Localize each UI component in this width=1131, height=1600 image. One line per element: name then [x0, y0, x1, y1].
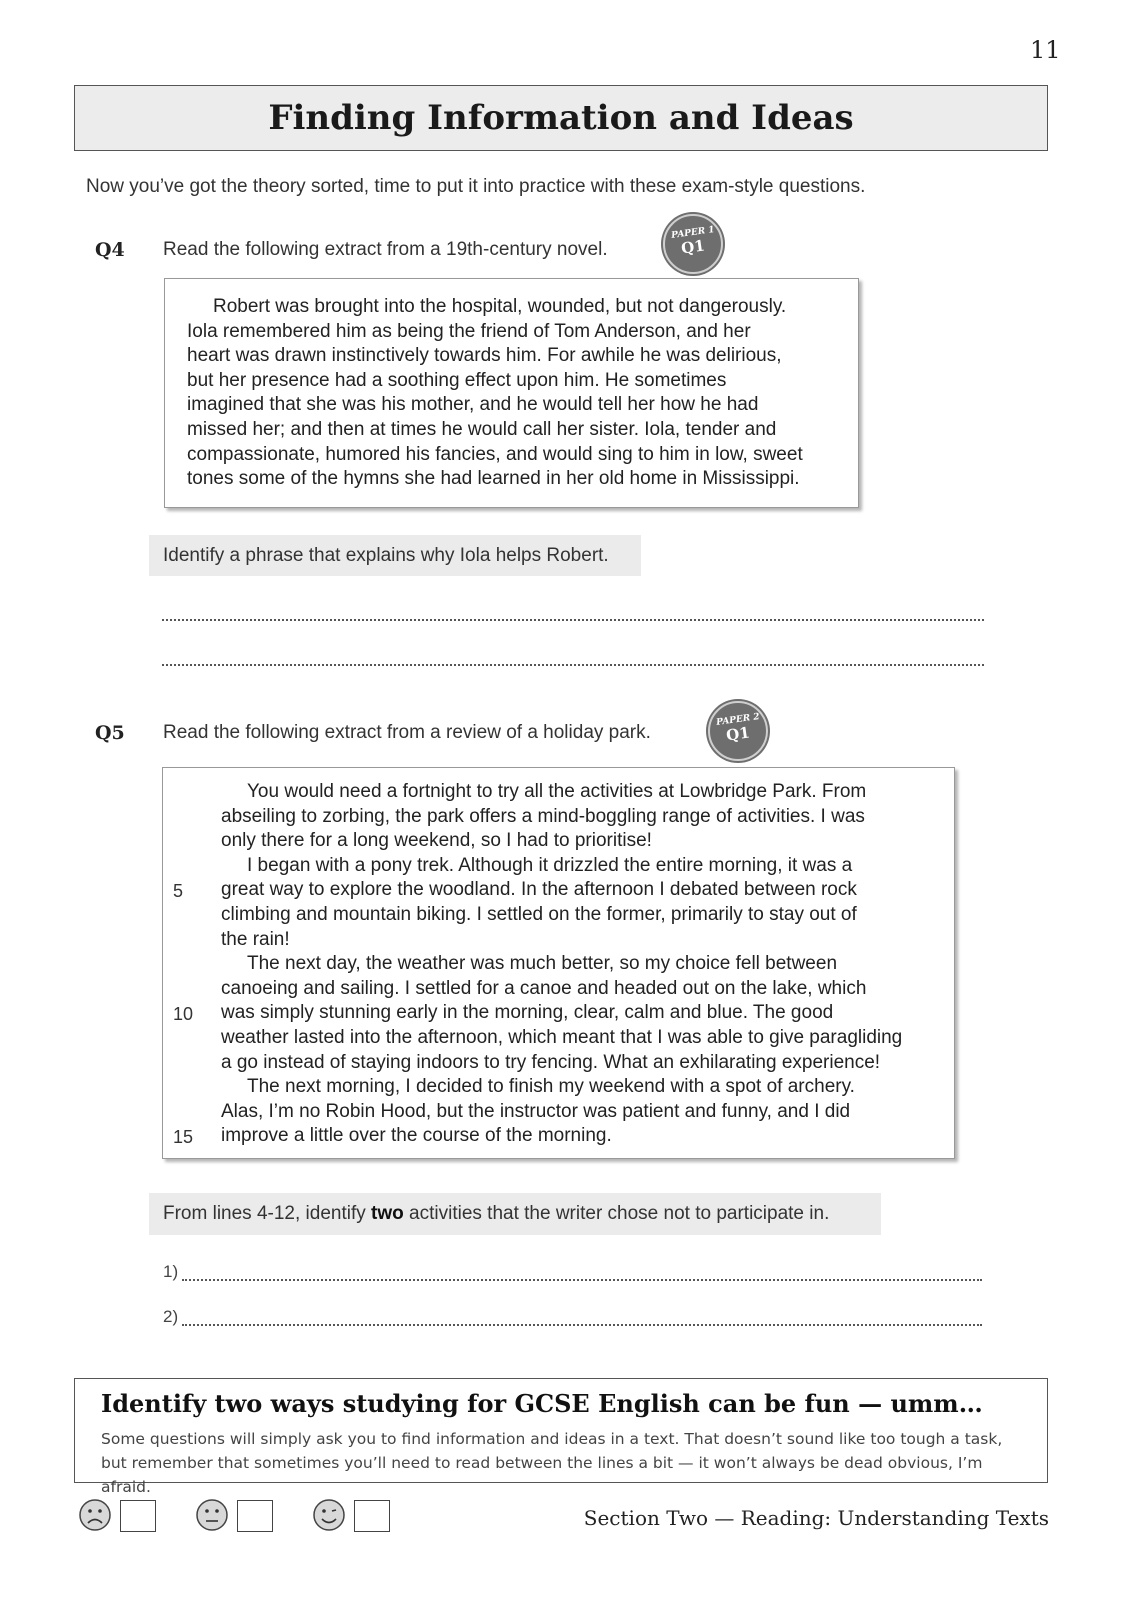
page-number: 11: [1030, 36, 1061, 64]
extract-line: compassionate, humored his fancies, and would sing to him in low, sweet: [187, 443, 803, 465]
answer-line[interactable]: [182, 1279, 982, 1281]
title-banner: [74, 85, 1048, 151]
q4-extract: [164, 278, 859, 508]
rating-checkbox[interactable]: [354, 1500, 390, 1532]
rating-checkbox[interactable]: [237, 1500, 273, 1532]
badge-question-label: Q1: [680, 236, 706, 258]
q5-number: Q5: [95, 722, 125, 744]
extract-line: great way to explore the woodland. In the afternoon I debated between rock: [221, 879, 857, 901]
extract-line: Iola remembered him as being the friend of Tom Anderson, and her: [187, 320, 751, 342]
badge-paper-label: PAPER 1: [670, 225, 716, 241]
extract-line: heart was drawn instinctively towards him. For awhile he was delirious,: [187, 345, 782, 367]
q4-task: Identify a phrase that explains why Iola helps Robert.: [149, 535, 641, 576]
rating-checkbox[interactable]: [120, 1500, 156, 1532]
paper2-badge: [708, 701, 768, 761]
badge-question-label: Q1: [725, 723, 751, 745]
task-text: From lines 4-12, identify: [163, 1203, 372, 1224]
extract-line: You would need a fortnight to try all the activities at Lowbridge Park. From: [247, 781, 867, 802]
extract-line: I began with a pony trek. Although it drizzled the entire morning, it was a: [247, 854, 853, 876]
section-footer: Section Two — Reading: Understanding Texts: [583, 1506, 1049, 1530]
line-number: 15: [173, 1127, 194, 1147]
extract-line: the rain!: [221, 928, 290, 950]
q5-task: [149, 1193, 881, 1235]
extract-line: weather lasted into the afternoon, which meant that I was able to give paragliding: [221, 1027, 903, 1048]
tip-body: [101, 1427, 1031, 1499]
extract-line: only there for a long weekend, so I had to prioritise!: [221, 830, 652, 852]
extract-line: improve a little over the course of the morning.: [221, 1125, 612, 1147]
q5-instruction: Read the following extract from a review of a holiday park.: [163, 722, 651, 743]
page-title: Finding Information and Ideas: [268, 98, 854, 138]
task-text: activities that the writer chose not to participate in.: [403, 1203, 830, 1224]
extract-line: The next morning, I decided to finish my weekend with a spot of archery.: [247, 1076, 855, 1098]
extract-line: tones some of the hymns she had learned in her old home in Mississippi.: [187, 468, 800, 490]
tip-box: [74, 1378, 1048, 1496]
answer-line[interactable]: [182, 1324, 982, 1326]
intro-text: Now you’ve got the theory sorted, time to put it into practice with these exam-style questions.: [86, 176, 866, 197]
line-number: 10: [173, 1004, 194, 1024]
extract-line: but her presence had a soothing effect upon him. He sometimes: [187, 369, 727, 391]
tip-body-line: Some questions will simply ask you to find information and ideas in a text. That doesn’t sound like too tough a task,: [101, 1430, 1003, 1448]
extract-line: abseiling to zorbing, the park offers a mind-boggling range of activities. I was: [221, 805, 865, 827]
line-number: 5: [173, 881, 184, 901]
extract-line: was simply stunning early in the morning, clear, calm and blue. The good: [221, 1002, 834, 1024]
extract-line: Alas, I’m no Robin Hood, but the instructor was patient and funny, and I did: [221, 1100, 851, 1122]
answer-line[interactable]: [162, 619, 984, 621]
answer-label: 2): [163, 1307, 179, 1326]
answer-line[interactable]: [162, 664, 984, 666]
happy-face-icon: [312, 1498, 346, 1532]
q4-number: Q4: [95, 239, 125, 261]
tip-title: Identify two ways studying for GCSE English can be fun — umm…: [101, 1389, 983, 1418]
extract-line: The next day, the weather was much better, so my choice fell between: [247, 953, 838, 975]
task-emphasis: two: [371, 1203, 404, 1224]
badge-paper-label: PAPER 2: [715, 712, 761, 728]
q5-extract: [162, 767, 955, 1159]
extract-line: a go instead of staying indoors to try fencing. What an exhilarating experience!: [221, 1051, 881, 1073]
extract-line: climbing and mountain biking. I settled on the former, primarily to stay out of: [221, 904, 857, 925]
extract-line: canoeing and sailing. I settled for a canoe and headed out on the lake, which: [221, 977, 867, 999]
tip-body-line: but remember that sometimes you’ll need to read between the lines a bit — it won’t always be dead obvious, I’m afraid.: [101, 1454, 983, 1496]
answer-label: 1): [163, 1262, 179, 1281]
q4-instruction: Read the following extract from a 19th-century novel.: [163, 239, 608, 260]
paper1-badge: [663, 214, 723, 274]
neutral-face-icon: [195, 1498, 229, 1532]
extract-line: missed her; and then at times he would call her sister. Iola, tender and: [187, 418, 777, 440]
extract-line: Robert was brought into the hospital, wounded, but not dangerously.: [213, 296, 787, 317]
sad-face-icon: [78, 1498, 112, 1532]
extract-line: imagined that she was his mother, and he would tell her how he had: [187, 394, 759, 416]
